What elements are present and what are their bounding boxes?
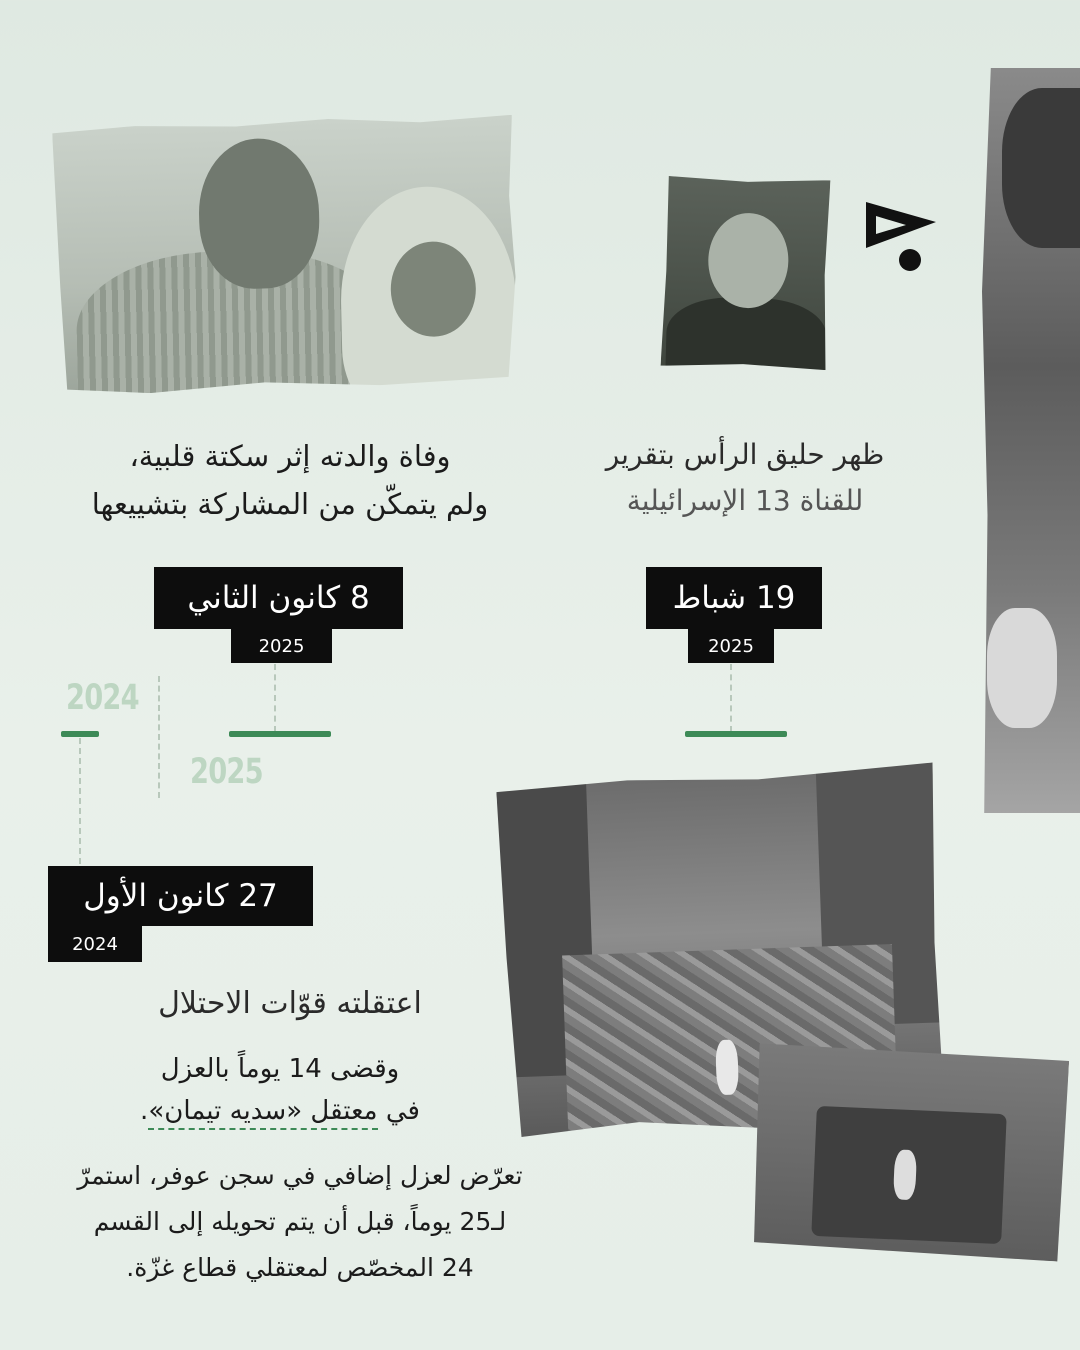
photo-soldier-strip — [982, 68, 1080, 813]
event-feb-year-tag: 2025 — [688, 629, 774, 663]
timeline-marker-feb — [685, 731, 787, 737]
event-dec-body-line1: وقضى 14 يوماً بالعزل — [160, 1054, 400, 1084]
timeline-connector-dec — [79, 738, 81, 864]
play-dot-logo-icon — [862, 198, 942, 278]
event-dec-body-suffix: . — [140, 1096, 149, 1126]
event-dec-headline: اعتقلته قوّات الاحتلال — [158, 986, 422, 1021]
event-dec-extra — [60, 1153, 540, 1291]
event-jan-caption — [40, 432, 540, 528]
event-dec-body-prefix: في — [377, 1096, 420, 1126]
timeline-marker-jan — [229, 731, 331, 737]
event-jan-date-tag: 8 كانون الثاني — [154, 567, 403, 629]
timeline-marker-dec — [61, 731, 99, 737]
timeline-year-2024: 2024 — [66, 678, 139, 718]
photo-shaved-head-man — [661, 176, 831, 370]
event-jan-year-tag: 2025 — [231, 629, 332, 663]
timeline-connector-jan — [274, 664, 276, 732]
photo-man-with-mother — [52, 115, 518, 395]
event-feb-caption — [560, 432, 930, 524]
event-dec-body-line2 — [100, 1090, 460, 1132]
timeline-year-divider — [158, 676, 160, 798]
event-jan-caption-line2: ولم يتمكّن من المشاركة بتشييعها — [91, 487, 489, 521]
event-feb-caption-line2: للقناة 13 الإسرائيلية — [626, 484, 864, 517]
event-dec-year-tag: 2024 — [48, 926, 142, 962]
event-feb-date-tag: 19 شباط — [646, 567, 822, 629]
timeline-connector-feb — [730, 664, 732, 732]
photo-military-vehicle — [751, 1043, 1070, 1261]
event-dec-extra-line1: تعرّض لعزل إضافي في سجن عوفر، استمرّ — [77, 1161, 523, 1190]
event-feb-caption-line1: ظهر حليق الرأس بتقرير — [605, 438, 885, 471]
sde-teiman-link[interactable]: معتقل «سديه تيمان» — [148, 1096, 377, 1130]
event-dec-body — [100, 1048, 460, 1132]
event-dec-date-tag: 27 كانون الأول — [48, 866, 313, 926]
event-dec-extra-line3: 24 المخصّص لمعتقلي قطاع غزّة. — [126, 1253, 474, 1282]
event-dec-extra-line2: لـ25 يوماً، قبل أن يتم تحويله إلى القسم — [93, 1207, 507, 1236]
timeline-year-2025: 2025 — [190, 752, 263, 792]
event-jan-caption-line1: وفاة والدته إثر سكتة قلبية، — [129, 439, 451, 473]
